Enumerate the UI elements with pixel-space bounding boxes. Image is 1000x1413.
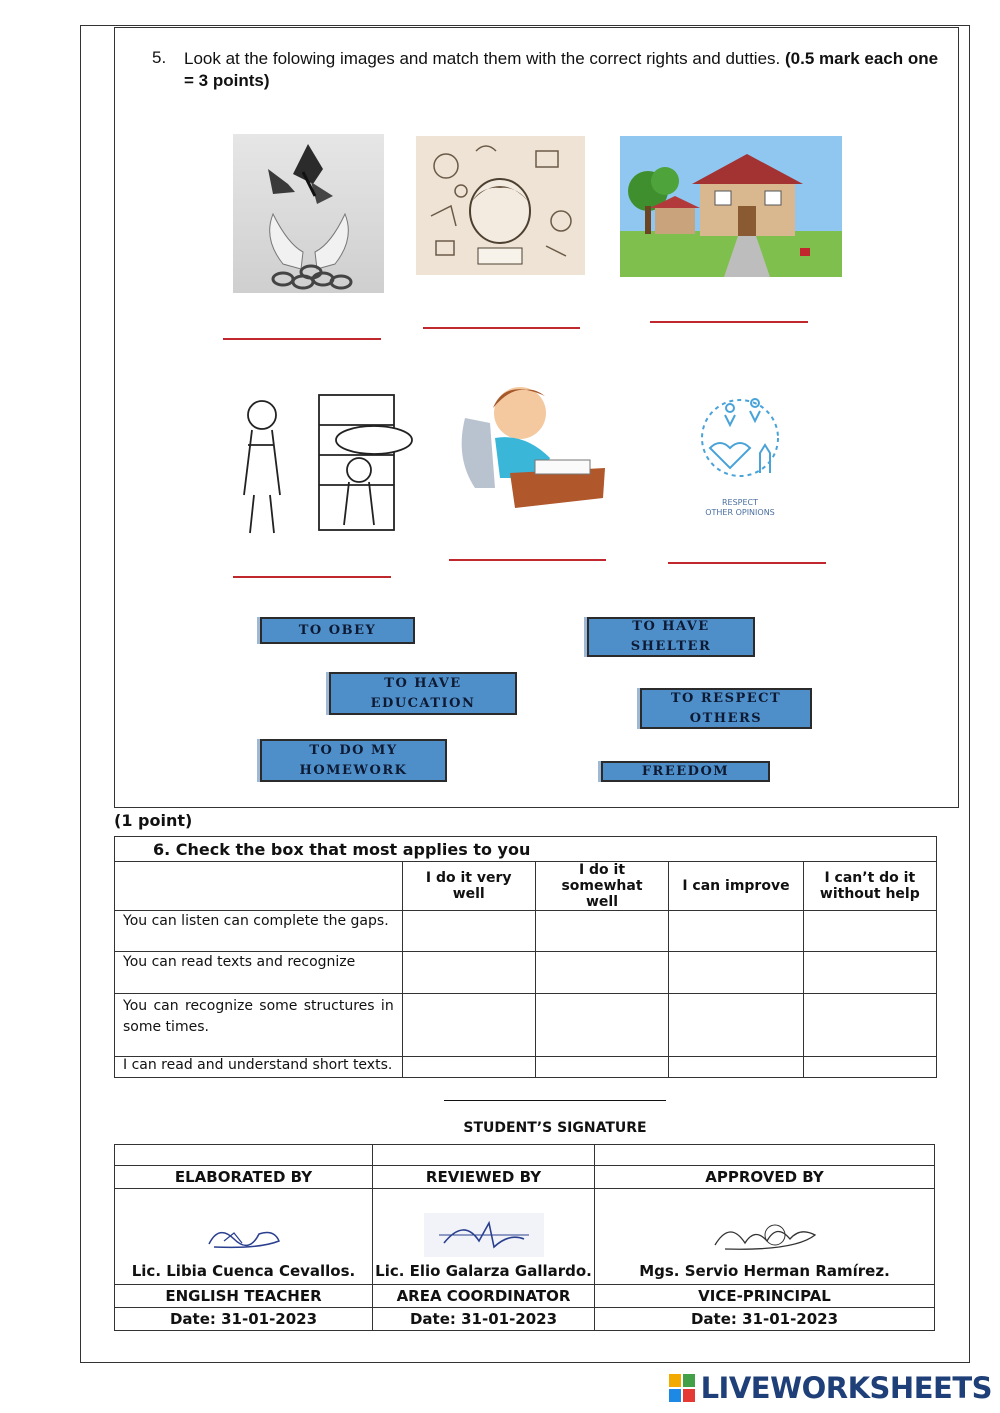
header-elaborated: ELABORATED BY [115,1166,373,1189]
check-cell[interactable] [535,911,669,952]
question-5-text: Look at the folowing images and match them with the correct rights and dutties. [184,49,781,68]
image-child-learning [416,136,585,275]
date-coordinator: Date: 31-01-2023 [373,1308,595,1331]
question-5-instructions [184,48,944,92]
image-obey-parent [234,385,419,537]
table-row [115,994,937,1057]
column-header: I do it somewhat well [535,862,669,911]
question-6-point-label: (1 point) [114,811,193,830]
name-coordinator: Lic. Elio Galarza Gallardo. [375,1262,592,1280]
student-signature-label: STUDENT’S SIGNATURE [463,1120,647,1136]
label-to-do-my-homework[interactable]: TO DO MY HOMEWORK [260,739,447,782]
respect-caption-2: OTHER OPINIONS [705,508,775,517]
check-cell[interactable] [402,952,535,994]
brand-name: LIVEWORKSHEETS [700,1371,992,1405]
check-cell[interactable] [803,994,936,1057]
image-boy-writing [455,378,607,514]
image-respect-opinions [680,393,800,515]
role-vice-principal: VICE-PRINCIPAL [595,1285,935,1308]
signature-cell-teacher [115,1189,373,1285]
question-6-title: 6. Check the box that most applies to you [115,837,937,862]
row-statement: You can read texts and recognize [115,952,403,994]
answer-line-3[interactable] [650,321,808,323]
signature-icon [424,1213,544,1257]
role-teacher: ENGLISH TEACHER [115,1285,373,1308]
image-butterfly-hands [233,134,384,293]
name-vice-principal: Mgs. Servio Herman Ramírez. [639,1262,890,1280]
check-cell[interactable] [402,1057,535,1078]
signature-icon [199,1219,289,1255]
check-cell[interactable] [669,1057,803,1078]
check-cell[interactable] [803,952,936,994]
image-house [620,136,842,277]
check-cell[interactable] [803,911,936,952]
student-signature-line [444,1100,666,1101]
check-cell[interactable] [535,1057,669,1078]
blank-cell [595,1145,935,1166]
liveworksheets-brand [669,1371,992,1405]
date-vice-principal: Date: 31-01-2023 [595,1308,935,1331]
header-reviewed: REVIEWED BY [373,1166,595,1189]
table-row [115,1057,937,1078]
column-header: I can improve [669,862,803,911]
column-header: I can’t do it without help [803,862,936,911]
answer-line-5[interactable] [449,559,606,561]
check-cell[interactable] [535,994,669,1057]
label-to-have-education[interactable]: TO HAVE EDUCATION [329,672,517,715]
table-row [115,952,937,994]
check-cell[interactable] [803,1057,936,1078]
label-to-have-shelter[interactable]: TO HAVE SHELTER [587,617,755,657]
header-approved: APPROVED BY [595,1166,935,1189]
check-cell[interactable] [402,911,535,952]
signature-icon [705,1215,825,1259]
approval-table [114,1144,935,1331]
question-5-number: 5. [152,48,167,67]
liveworksheets-logo-icon [669,1374,695,1402]
blank-cell [115,1145,373,1166]
label-to-respect-others[interactable]: TO RESPECT OTHERS [640,688,812,729]
date-teacher: Date: 31-01-2023 [115,1308,373,1331]
label-to-obey[interactable]: TO OBEY [260,617,415,644]
label-freedom[interactable]: FREEDOM [601,761,770,782]
answer-line-1[interactable] [223,338,381,340]
column-header: I do it very well [402,862,535,911]
self-assessment-table [114,836,937,1078]
respect-caption-1: RESPECT [721,498,759,507]
question-5-points: (0.5 mark each one = 3 points) [184,49,939,90]
answer-line-6[interactable] [668,562,826,564]
answer-line-2[interactable] [423,327,580,329]
row-statement: You can recognize some structures in some times. [115,994,403,1057]
check-cell[interactable] [535,952,669,994]
answer-line-4[interactable] [233,576,391,578]
check-cell[interactable] [669,994,803,1057]
check-cell[interactable] [402,994,535,1057]
signature-cell-coordinator [373,1189,595,1285]
name-teacher: Lic. Libia Cuenca Cevallos. [131,1262,356,1280]
blank-cell [373,1145,595,1166]
table-row [115,911,937,952]
row-statement: You can listen can complete the gaps. [115,911,403,952]
row-statement: I can read and understand short texts. [115,1057,403,1078]
role-coordinator: AREA COORDINATOR [373,1285,595,1308]
table-corner [115,862,403,911]
signature-cell-vice-principal [595,1189,935,1285]
check-cell[interactable] [669,911,803,952]
butterfly-icon [268,144,333,204]
check-cell[interactable] [669,952,803,994]
